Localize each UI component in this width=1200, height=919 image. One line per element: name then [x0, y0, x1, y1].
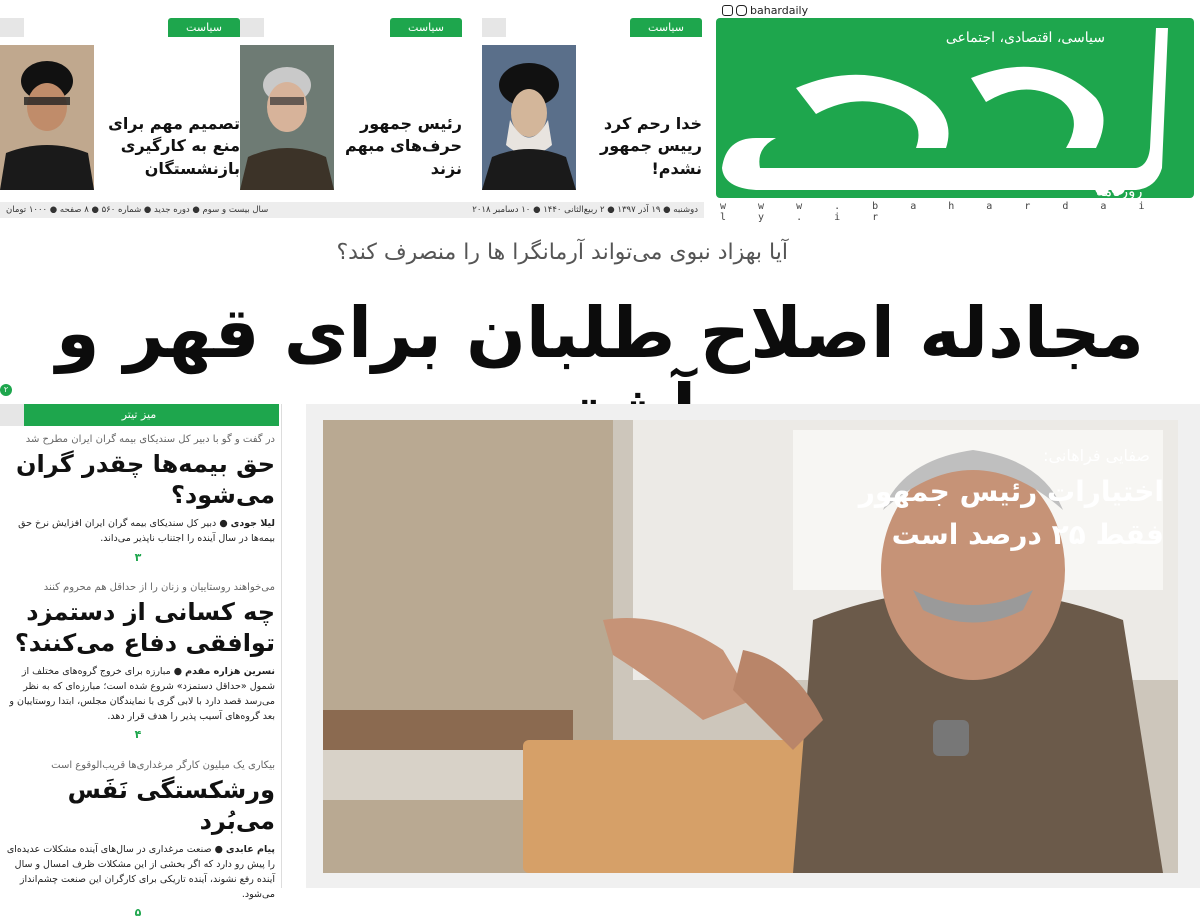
section-tab: سیاست	[390, 18, 462, 37]
top-story-2[interactable]	[240, 18, 462, 210]
dateline-bar	[0, 202, 704, 218]
left-story-1[interactable]: در گفت و گو با دبیر کل سندیکای بیمه گران ایران مطرح شد حق بیمه‌ها چقدر گران می‌شود؟ لیلا جودی ● دبیر کل سندیکای بیمه گران ایران افزایش نرخ حق بیمه‌ها در سال آینده را اجتناب ناپذیر می‌داند. ۳	[1, 434, 275, 564]
top-story-3[interactable]	[0, 18, 240, 210]
story-author: پیام عابدی	[225, 844, 275, 856]
masthead-tagline: سیاسی، اقتصادی، اجتماعی	[945, 30, 1105, 46]
story-kicker: بیکاری یک میلیون کارگر مرغداری‌ها قریب‌الوقوع است	[51, 760, 275, 771]
story-body: صنعت مرغداری در سال‌های آینده مشکلات عدیده‌ای را پیش رو دارد که اگر بخشی از این مشکلات ظرف امسال و سال آینده رفع نشوند، آینده تاریکی برای کارگران این صنعت چشم‌انداز می‌شود.	[6, 844, 275, 900]
story-headline: خدا رحم کرد رییس جمهور نشدم!	[600, 114, 702, 178]
story-author: لیلا جودی	[230, 518, 275, 530]
feature-headline: اختیارات رئیس جمهور فقط ۲۵ درصد است	[858, 475, 1164, 552]
story-headline: تصمیم مهم برای منع به کارگیری بازنشستگان	[108, 114, 240, 178]
telegram-icon	[722, 5, 733, 16]
story-body: دبیر کل سندیکای بیمه گران ایران افزایش نرخ حق بیمه‌ها در سال آینده را اجتناب ناپذیر می‌داند.	[18, 518, 275, 545]
story-body: مبارزه برای خروج گروه‌های مختلف از شمول «حداقل دستمزد» شروع شده است؛ مبارزه‌ای که به نظر می‌رسد قصد دارد با لابی گری با نمایندگان مجلس، ابتدا روستاییان و بعد گروه‌های آسیب پذیر را هدف قرار دهد.	[9, 666, 275, 722]
story-headline: چه کسانی از دستمزد توافقی دفاع می‌کنند؟	[14, 598, 275, 658]
section-tab: سیاست	[630, 18, 702, 37]
section-tab: سیاست	[168, 18, 240, 37]
pencil-icon	[0, 18, 24, 37]
story-photo	[0, 45, 94, 190]
story-author: نسرین هزاره مقدم	[185, 666, 275, 678]
page-marker: ۲	[0, 384, 12, 396]
pencil-icon	[240, 18, 264, 37]
svg-text:روزنامه: روزنامه	[1096, 182, 1143, 200]
section-tab: میز تیتر	[0, 404, 279, 426]
story-kicker: می‌خواهند روستاییان و زنان را از حداقل هم محروم کنند	[43, 582, 275, 593]
story-headline: رئیس جمهور حرف‌های مبهم نزند	[345, 114, 462, 178]
pencil-icon	[482, 18, 506, 37]
pencil-icon	[0, 404, 24, 426]
page-marker: ۵	[134, 906, 142, 919]
left-story-2[interactable]: می‌خواهند روستاییان و زنان را از حداقل هم محروم کنند چه کسانی از دستمزد توافقی دفاع می‌کنند؟ نسرین هزاره مقدم ● مبارزه برای خروج گروه‌های مختلف از شمول «حداقل دستمزد» شروع شده است؛ مبارزه‌ای که به نظر می‌رسد قصد دارد با لابی گری با نمایندگان مجلس، ابتدا روستاییان و بعد گروه‌های آسیب پذیر را هدف قرار دهد. ۴	[1, 582, 275, 741]
left-column	[0, 404, 282, 919]
social-handle	[722, 3, 808, 17]
instagram-icon	[736, 5, 747, 16]
top-story-1[interactable]	[482, 18, 702, 210]
story-kicker: در گفت و گو با دبیر کل سندیکای بیمه گران ایران مطرح شد	[25, 434, 275, 445]
feature-photo[interactable]	[323, 420, 1178, 873]
story-photo	[482, 45, 576, 190]
social-handle-text: bahardaily	[750, 3, 809, 17]
story-headline: ورشکستگی نَفَس می‌بُرد	[67, 776, 275, 836]
main-headline[interactable]: مجادله اصلاح طلبان برای قهر و	[55, 292, 1144, 374]
story-photo	[240, 45, 334, 190]
story-headline: حق بیمه‌ها چقدر گران می‌شود؟	[16, 450, 275, 510]
main-kicker: آیا بهزاد نبوی می‌تواند آرمانگرا ها را منصرف کند؟	[336, 240, 788, 265]
issue-info: سال بیست و سوم ● دوره جدید ● شماره ۵۶۰ ● ۸ صفحه ● ۱۰۰۰ تومان	[6, 205, 269, 215]
page-marker: ۳	[134, 550, 142, 564]
website-url[interactable]: w w w . b a h a r d a i l y . i r	[720, 201, 1158, 223]
left-story-3[interactable]: بیکاری یک میلیون کارگر مرغداری‌ها قریب‌الوقوع است ورشکستگی نَفَس می‌بُرد پیام عابدی ● صنعت مرغداری در سال‌های آینده مشکلات عدیده‌ای را پیش رو دارد که اگر بخشی از این مشکلات ظرف امسال و سال آینده رفع نشوند، آینده تاریکی برای کارگران این صنعت چشم‌انداز می‌شود. ۵	[1, 760, 275, 919]
issue-date: دوشنبه ● ۱۹ آذر ۱۳۹۷ ● ۲ ربیع‌الثانی ۱۴۴۰ ● ۱۰ دسامبر ۲۰۱۸	[472, 205, 698, 215]
page-marker: ۴	[134, 728, 142, 742]
feature-speaker: صفایی فراهانی:	[1043, 446, 1150, 465]
